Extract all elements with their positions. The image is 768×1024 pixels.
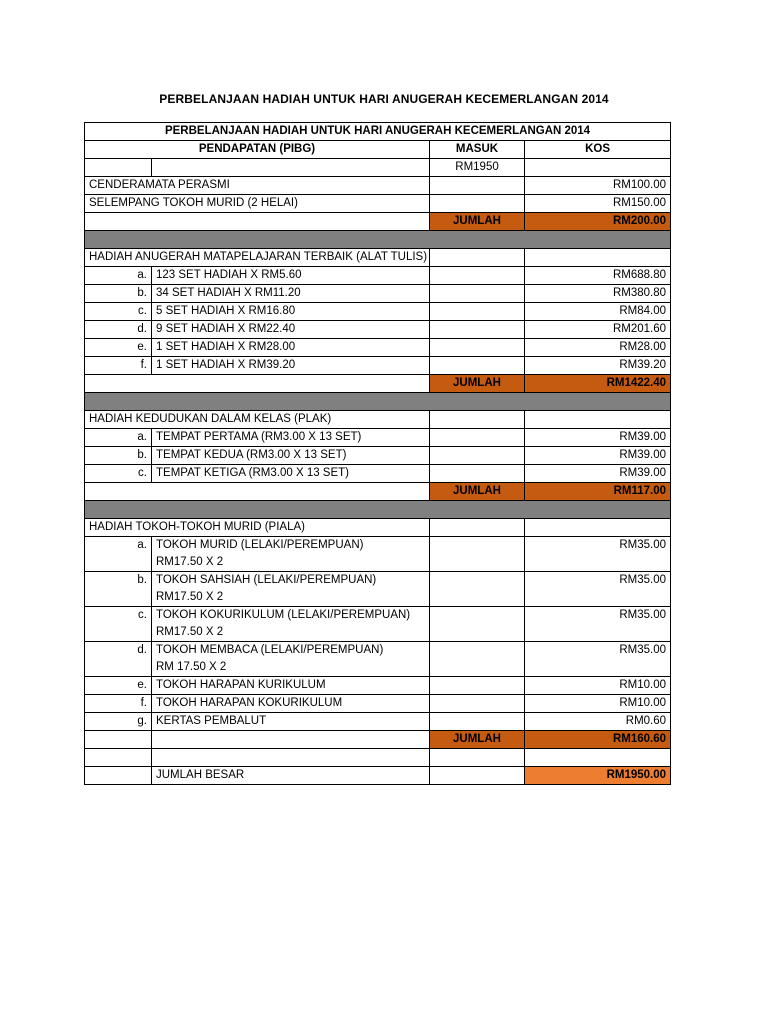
item-cost: RM35.00 — [525, 572, 671, 607]
table-row — [85, 713, 671, 731]
item-cost: RM688.80 — [525, 267, 671, 285]
document-title: PERBELANJAAN HADIAH UNTUK HARI ANUGERAH KECEMERLANGAN 2014 — [159, 92, 609, 106]
item-letter: c. — [85, 607, 152, 642]
item-letter: e. — [85, 339, 152, 357]
item-label — [152, 607, 430, 642]
table-row — [85, 642, 671, 677]
table-row — [85, 177, 671, 195]
table-row — [85, 339, 671, 357]
item-letter: b. — [85, 447, 152, 465]
section-total: RM117.00 — [525, 483, 671, 501]
table-row — [85, 607, 671, 642]
item-label: TEMPAT KETIGA (RM3.00 X 13 SET) — [152, 465, 430, 483]
section-title: HADIAH ANUGERAH MATAPELAJARAN TERBAIK (ALAT TULIS) — [85, 249, 430, 267]
jumlah-label: JUMLAH — [430, 213, 525, 231]
table-heading: PERBELANJAAN HADIAH UNTUK HARI ANUGERAH KECEMERLANGAN 2014 — [85, 123, 671, 141]
item-letter: f. — [85, 357, 152, 375]
item-label-main: TOKOH SAHSIAH (LELAKI/PEREMPUAN) — [156, 574, 377, 586]
section-total: RM160.60 — [525, 731, 671, 749]
empty-row — [85, 749, 671, 767]
grand-total-value: RM1950.00 — [525, 767, 671, 785]
item-cost: RM35.00 — [525, 607, 671, 642]
section-title-row — [85, 249, 671, 267]
item-label: 1 SET HADIAH X RM39.20 — [152, 357, 430, 375]
item-letter: b. — [85, 572, 152, 607]
section-total: RM200.00 — [525, 213, 671, 231]
item-letter: a. — [85, 537, 152, 572]
section-total-row — [85, 213, 671, 231]
item-cost: RM39.00 — [525, 429, 671, 447]
table-row — [85, 677, 671, 695]
grand-total-label: JUMLAH BESAR — [152, 767, 430, 785]
item-label-main: TOKOH MEMBACA (LELAKI/PEREMPUAN) — [156, 644, 384, 656]
section-title-row — [85, 519, 671, 537]
item-label — [152, 572, 430, 607]
separator — [85, 501, 671, 519]
item-label: SELEMPANG TOKOH MURID (2 HELAI) — [85, 195, 430, 213]
table-row — [85, 429, 671, 447]
separator-row — [85, 231, 671, 249]
section-total: RM1422.40 — [525, 375, 671, 393]
column-header-row — [85, 141, 671, 159]
jumlah-label: JUMLAH — [430, 483, 525, 501]
jumlah-label: JUMLAH — [430, 375, 525, 393]
item-letter: d. — [85, 321, 152, 339]
item-label-main: TOKOH MURID (LELAKI/PEREMPUAN) — [156, 539, 364, 551]
table-row — [85, 537, 671, 572]
item-label: 1 SET HADIAH X RM28.00 — [152, 339, 430, 357]
item-label: TEMPAT KEDUA (RM3.00 X 13 SET) — [152, 447, 430, 465]
item-cost: RM10.00 — [525, 677, 671, 695]
separator — [85, 231, 671, 249]
item-label: TOKOH HARAPAN KOKURIKULUM — [152, 695, 430, 713]
item-cost: RM35.00 — [525, 537, 671, 572]
column-header-masuk: MASUK — [430, 141, 525, 159]
item-letter: c. — [85, 465, 152, 483]
item-letter: a. — [85, 267, 152, 285]
item-label-main: TOKOH KOKURIKULUM (LELAKI/PEREMPUAN) — [156, 609, 411, 621]
section-total-row — [85, 731, 671, 749]
item-cost: RM100.00 — [525, 177, 671, 195]
item-cost: RM150.00 — [525, 195, 671, 213]
item-cost: RM201.60 — [525, 321, 671, 339]
column-header-pendapatan: PENDAPATAN (PIBG) — [85, 141, 430, 159]
item-cost: RM39.20 — [525, 357, 671, 375]
table-heading-row — [85, 123, 671, 141]
table-row — [85, 572, 671, 607]
item-label-sub: RM17.50 X 2 — [156, 591, 224, 603]
item-label: 5 SET HADIAH X RM16.80 — [152, 303, 430, 321]
item-label: TEMPAT PERTAMA (RM3.00 X 13 SET) — [152, 429, 430, 447]
item-label: 34 SET HADIAH X RM11.20 — [152, 285, 430, 303]
table-row — [85, 357, 671, 375]
item-letter: f. — [85, 695, 152, 713]
item-letter: a. — [85, 429, 152, 447]
table-row — [85, 447, 671, 465]
masuk-row — [85, 159, 671, 177]
section-total-row — [85, 375, 671, 393]
item-label — [152, 537, 430, 572]
grand-total-row — [85, 767, 671, 785]
jumlah-label: JUMLAH — [430, 731, 525, 749]
item-cost: RM28.00 — [525, 339, 671, 357]
table-row — [85, 285, 671, 303]
table-row — [85, 267, 671, 285]
section-title-row — [85, 411, 671, 429]
table-row — [85, 465, 671, 483]
table-row — [85, 303, 671, 321]
item-label: 9 SET HADIAH X RM22.40 — [152, 321, 430, 339]
item-label: CENDERAMATA PERASMI — [85, 177, 430, 195]
item-letter: e. — [85, 677, 152, 695]
item-cost: RM35.00 — [525, 642, 671, 677]
item-cost: RM10.00 — [525, 695, 671, 713]
item-letter: c. — [85, 303, 152, 321]
budget-table — [84, 122, 671, 785]
item-letter: b. — [85, 285, 152, 303]
column-header-kos: KOS — [525, 141, 671, 159]
separator-row — [85, 393, 671, 411]
separator — [85, 393, 671, 411]
item-label-sub: RM17.50 X 2 — [156, 626, 224, 638]
item-label — [152, 642, 430, 677]
item-letter: g. — [85, 713, 152, 731]
item-label-sub: RM17.50 X 2 — [156, 556, 224, 568]
item-cost: RM380.80 — [525, 285, 671, 303]
item-cost: RM39.00 — [525, 465, 671, 483]
section-title: HADIAH TOKOH-TOKOH MURID (PIALA) — [85, 519, 430, 537]
table-row — [85, 195, 671, 213]
item-label: 123 SET HADIAH X RM5.60 — [152, 267, 430, 285]
item-label: TOKOH HARAPAN KURIKULUM — [152, 677, 430, 695]
item-cost: RM0.60 — [525, 713, 671, 731]
item-label: KERTAS PEMBALUT — [152, 713, 430, 731]
masuk-value: RM1950 — [430, 159, 525, 177]
section-total-row — [85, 483, 671, 501]
item-label-sub: RM 17.50 X 2 — [156, 661, 227, 673]
section-title: HADIAH KEDUDUKAN DALAM KELAS (PLAK) — [85, 411, 430, 429]
table-row — [85, 321, 671, 339]
separator-row — [85, 501, 671, 519]
item-cost: RM39.00 — [525, 447, 671, 465]
table-row — [85, 695, 671, 713]
item-letter: d. — [85, 642, 152, 677]
item-cost: RM84.00 — [525, 303, 671, 321]
